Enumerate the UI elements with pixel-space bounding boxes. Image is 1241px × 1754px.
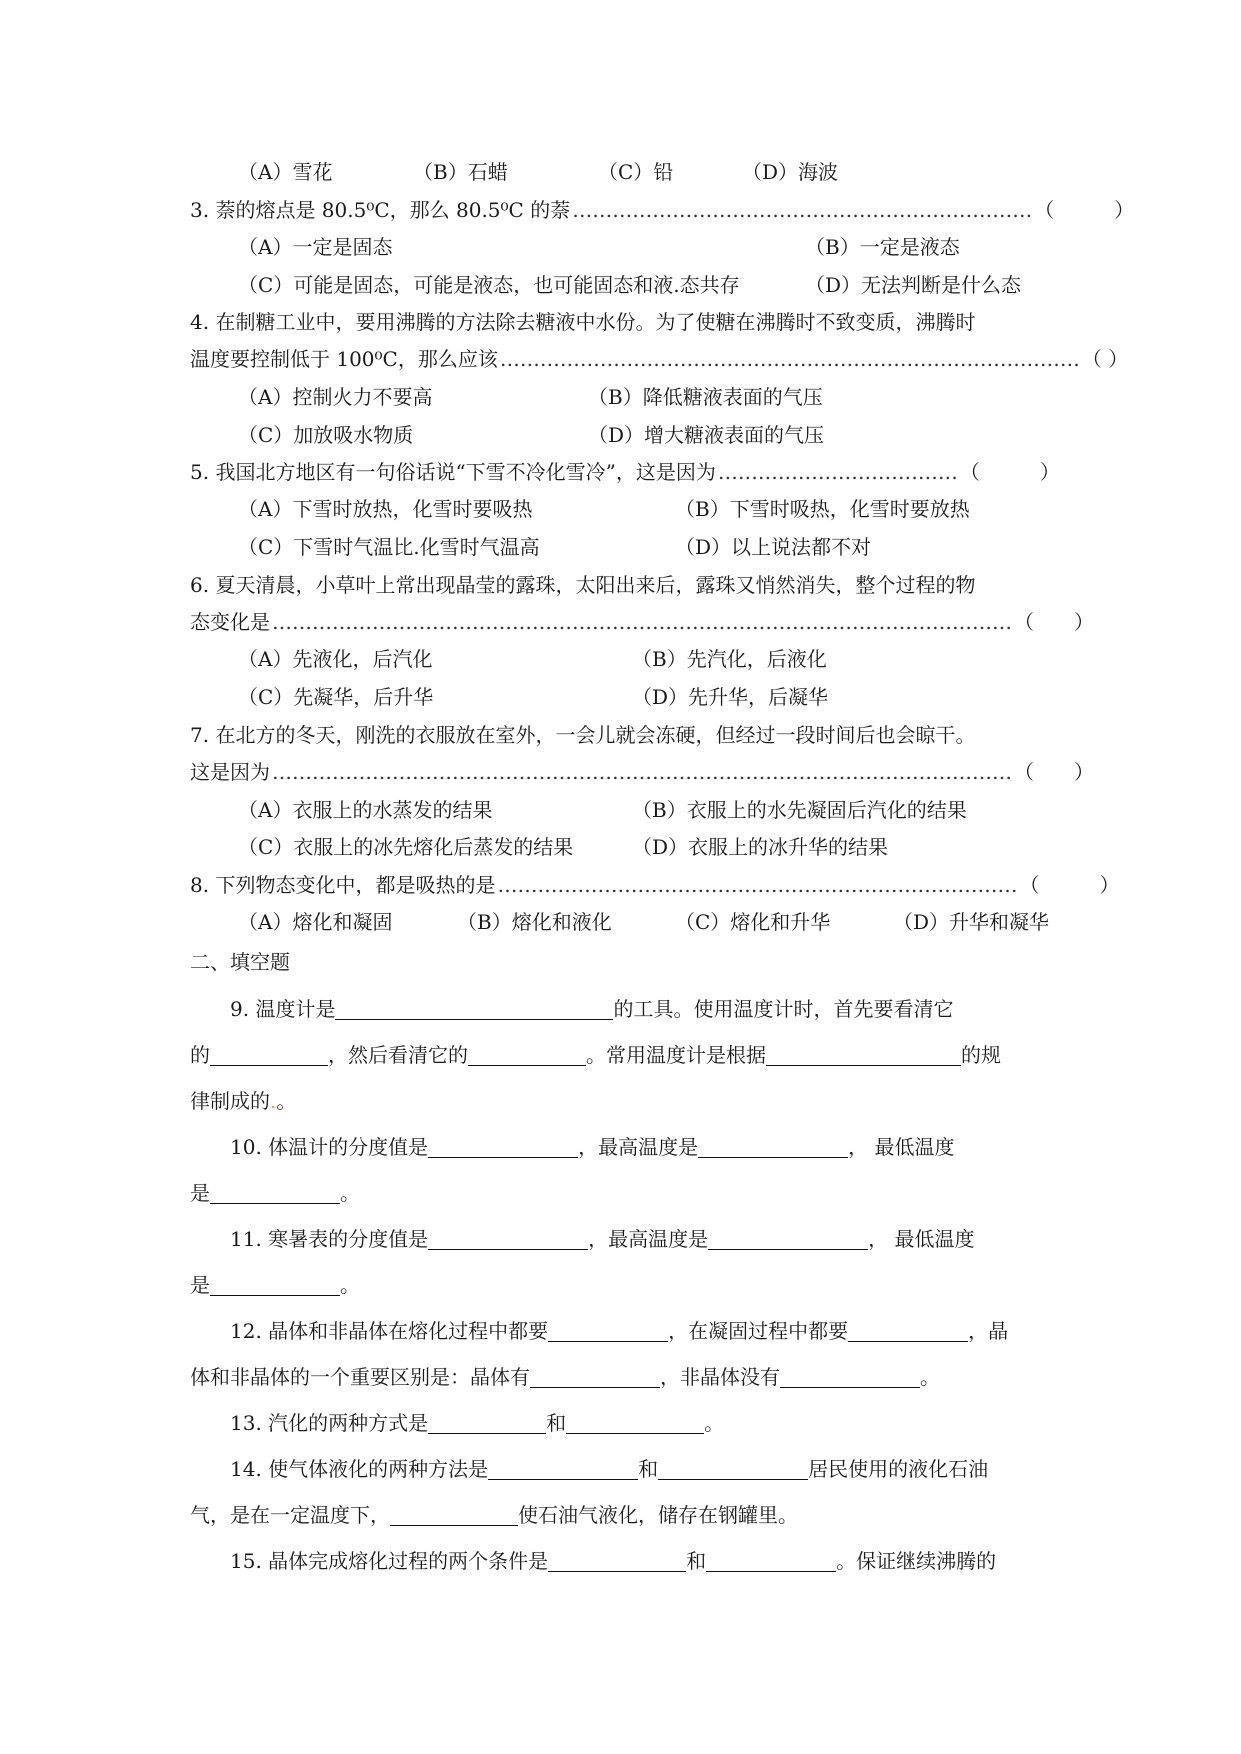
q3-option-b: （B）一定是液态 [805, 235, 960, 259]
question-9-line-1: 9. 温度计是 的工具。使用温度计时，首先要看清它 [230, 997, 954, 1021]
q7-option-c: （C）衣服上的冰先熔化后蒸发的结果 [238, 835, 574, 859]
question-text: 5. 我国北方地区有一句俗话说“下雪不冷化雪冷”，这是因为 [190, 460, 716, 484]
question-12-line-2: 体和非晶体的一个重要区别是：晶体有 ，非晶体没有 。 [190, 1365, 940, 1389]
q2-option-c: （C）铅 [598, 160, 674, 184]
section-title: 二、填空题 [190, 950, 290, 974]
answer-parenthesis: （ ） [1014, 760, 1094, 784]
question-7-line-1: 7. 在北方的冬天，刚洗的衣服放在室外，一会儿就会冻硬，但经过一段时间后也会晾干。 [190, 723, 976, 747]
leader-dots: ………………………………………………………………………………………………… [272, 760, 1012, 784]
question-11-line-2: 是 。 [190, 1273, 360, 1297]
answer-parenthesis: （ ） [1014, 610, 1094, 634]
answer-blank[interactable] [698, 1133, 848, 1158]
question-text: 温度要控制低于 100⁰C，那么应该 [190, 347, 498, 371]
answer-blank[interactable] [706, 1547, 836, 1572]
answer-parenthesis: （ ） [1034, 198, 1135, 222]
question-15-line-1: 15. 晶体完成熔化过程的两个条件是 和 。保证继续沸腾的 [230, 1549, 997, 1573]
question-3-stem [190, 193, 1135, 227]
answer-blank[interactable] [766, 1041, 961, 1066]
stray-mark: . [270, 1089, 277, 1113]
question-6-line-2 [190, 605, 1094, 639]
answer-blank[interactable] [468, 1041, 586, 1066]
question-14-line-1: 14. 使气体液化的两种方法是 和 居民使用的液化石油 [230, 1457, 989, 1481]
answer-blank[interactable] [566, 1409, 704, 1434]
q6-option-b: （B）先汽化，后液化 [632, 647, 827, 671]
q4-option-d: （D）增大糖液表面的气压 [588, 423, 825, 447]
answer-blank[interactable] [530, 1363, 660, 1388]
question-9-line-3: 律制成的.。 [190, 1089, 297, 1113]
q2-option-a: （A）雪花 [238, 160, 333, 184]
q7-option-a: （A）衣服上的水蒸发的结果 [238, 798, 493, 822]
question-13-line-1: 13. 汽化的两种方式是 和 。 [230, 1411, 725, 1435]
leader-dots: …………………………………………………………… [572, 198, 1033, 222]
question-10-line-1: 10. 体温计的分度值是 ，最高温度是 ， 最低温度 [230, 1135, 955, 1159]
q3-option-a: （A）一定是固态 [238, 235, 393, 259]
answer-blank[interactable] [708, 1225, 868, 1250]
question-4-line-1: 4. 在制糖工业中，要用沸腾的方法除去糖液中水份。为了使糖在沸腾时不致变质，沸腾时 [190, 310, 976, 334]
answer-blank[interactable] [210, 1041, 328, 1066]
q4-option-c: （C）加放吸水物质 [238, 423, 414, 447]
answer-blank[interactable] [335, 995, 613, 1020]
q6-option-c: （C）先凝华，后升华 [238, 685, 434, 709]
question-8-stem [190, 868, 1120, 902]
answer-blank[interactable] [488, 1455, 638, 1480]
q5-option-d: （D）以上说法都不对 [675, 535, 872, 559]
leader-dots: ……………………………… [717, 460, 958, 484]
answer-blank[interactable] [390, 1501, 518, 1526]
answer-blank[interactable] [780, 1363, 920, 1388]
leader-dots: ………………………………………………………………………………………………… [272, 610, 1012, 634]
answer-blank[interactable] [428, 1409, 546, 1434]
q3-option-d: （D）无法判断是什么态 [805, 273, 1022, 297]
question-14-line-2: 气，是在一定温度下， 使石油气液化，储存在钢罐里。 [190, 1503, 798, 1527]
q7-option-b: （B）衣服上的水先凝固后汽化的结果 [632, 798, 967, 822]
q5-option-b: （B）下雪时吸热，化雪时要放热 [675, 497, 970, 521]
q2-option-b: （B）石蜡 [413, 160, 508, 184]
answer-parenthesis: （ ） [1019, 873, 1120, 897]
question-12-line-1: 12. 晶体和非晶体在熔化过程中都要 ，在凝固过程中都要 ，晶 [230, 1319, 1009, 1343]
answer-blank[interactable] [658, 1455, 808, 1480]
answer-blank[interactable] [848, 1317, 968, 1342]
q2-option-d: （D）海波 [742, 160, 839, 184]
answer-parenthesis: （ ） [959, 460, 1060, 484]
q4-option-a: （A）控制火力不要高 [238, 385, 433, 409]
question-5-stem [190, 455, 1060, 489]
question-text: 这是因为 [190, 760, 270, 784]
q5-option-a: （A）下雪时放热，化雪时要吸热 [238, 497, 533, 521]
q3-option-c: （C）可能是固态，可能是液态，也可能固态和液.态共存 [238, 273, 740, 297]
q8-option-d: （D）升华和凝华 [893, 910, 1050, 934]
answer-blank[interactable] [210, 1179, 340, 1204]
question-10-line-2: 是 。 [190, 1181, 360, 1205]
q8-option-b: （B）熔化和液化 [457, 910, 612, 934]
q8-option-c: （C）熔化和升华 [675, 910, 831, 934]
answer-blank[interactable] [428, 1133, 578, 1158]
q4-option-b: （B）降低糖液表面的气压 [588, 385, 823, 409]
answer-blank[interactable] [548, 1547, 686, 1572]
leader-dots: …………………………………………………………………… [497, 873, 1018, 897]
answer-parenthesis: （ ） [1081, 347, 1129, 371]
question-7-line-2 [190, 755, 1094, 789]
q8-option-a: （A）熔化和凝固 [238, 910, 393, 934]
answer-blank[interactable] [548, 1317, 668, 1342]
question-text: 3. 萘的熔点是 80.5⁰C，那么 80.5⁰C 的萘 [190, 198, 571, 222]
question-6-line-1: 6. 夏天清晨，小草叶上常出现晶莹的露珠，太阳出来后，露珠又悄然消失，整个过程的物 [190, 573, 976, 597]
q7-option-d: （D）衣服上的冰升华的结果 [632, 835, 889, 859]
question-text: 态变化是 [190, 610, 270, 634]
q6-option-d: （D）先升华，后凝华 [632, 685, 829, 709]
question-11-line-1: 11. 寒暑表的分度值是 ，最高温度是 ， 最低温度 [230, 1227, 975, 1251]
answer-blank[interactable] [428, 1225, 588, 1250]
answer-blank[interactable] [210, 1271, 340, 1296]
question-4-line-2 [190, 342, 1129, 376]
q5-option-c: （C）下雪时气温比.化雪时气温高 [238, 535, 540, 559]
q6-option-a: （A）先液化，后汽化 [238, 647, 433, 671]
leader-dots: …………………………………………………………………………… [499, 347, 1080, 371]
question-9-line-2: 的 ，然后看清它的 。常用温度计是根据 的规 [190, 1043, 1001, 1067]
question-text: 8. 下列物态变化中，都是吸热的是 [190, 873, 496, 897]
